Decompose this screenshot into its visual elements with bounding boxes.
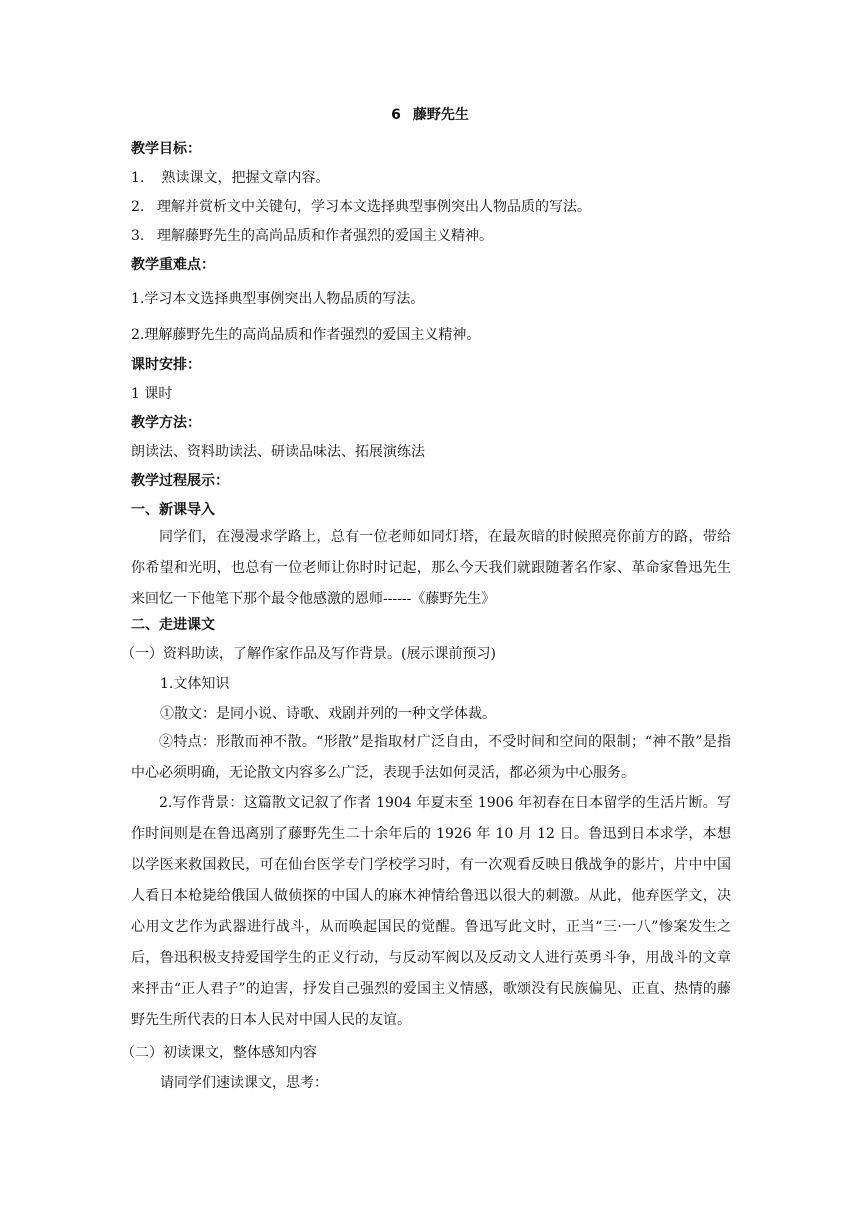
key-points-heading: 教学重难点： (131, 257, 215, 273)
section-2-heading: 二、走进课文 (131, 617, 215, 633)
subsection-1-heading: （一）资料助读，了解作家作品及写作背景。(展示课前预习) (121, 646, 496, 662)
methods-heading: 教学方法： (131, 415, 201, 431)
genre-features: ②特点：形散而神不散。“形散”是指取材广泛自由，不受时间和空间的限制；“神不散”是指中心必须明确，无论散文内容多么广泛，表现手法如何灵活，都必须为中心服务。 (131, 734, 731, 781)
genre-label: 1.文体知识 (160, 676, 230, 692)
key-point-2: 2.理解藤野先生的高尚品质和作者强烈的爱国主义精神。 (131, 327, 481, 343)
lesson-title: 藤野先生 (412, 107, 469, 123)
intro-paragraph: 同学们，在漫漫求学路上，总有一位老师如同灯塔，在最灰暗的时候照亮你前方的路，带给你希望和光明，也总有一位老师让你时时记起，那么今天我们就跟随著名作家、革命家鲁迅先生来回忆一下他笔下那个最令他感激的恩师------《藤野先生》 (131, 529, 731, 607)
document-title (0, 104, 860, 126)
goal-item-text: 熟读课文，把握文章内容。 (157, 170, 330, 186)
methods-value: 朗读法、资料助读法、研读品味法、拓展演练法 (131, 444, 425, 460)
goals-heading: 教学目标： (131, 141, 201, 157)
goal-item-number: 2. (131, 199, 145, 215)
background-paragraph: 2.写作背景：这篇散文记叙了作者 1904 年夏末至 1906 年初春在日本留学的生活片断。写作时间则是在鲁迅离别了藤野先生二十余年后的 1926 年 10 月 12 日。鲁迅到日本求学，本想以学医来救国救民，可在仙台医学专门学校学习时，有一次观看反映日俄战争的影片，片中中国人看日本枪毙给俄国人做侦探的中国人的麻木神情给鲁迅以很大的刺激。从此，他弃医学文，决心用文艺作为武器进行战斗，从而唤起国民的觉醒。鲁迅写此文时，正当“三·一八”惨案发生之后，鲁迅积极支持爱国学生的正义行动，与反动军阀以及反动文人进行英勇斗争，用战斗的文章来抨击“正人君子”的迫害，抒发自己强烈的爱国主义情感，歌颂没有民族偏见、正直、热情的藤野先生所代表的日本人民对中国人民的友谊。 (131, 795, 731, 1028)
goal-item-2 (131, 196, 591, 218)
goal-item-text: 理解并赏析文中关键句，学习本文选择典型事例突出人物品质的写法。 (157, 199, 591, 215)
goal-item-text: 理解藤野先生的高尚品质和作者强烈的爱国主义精神。 (157, 228, 493, 244)
goal-item-number: 3. (131, 228, 145, 244)
genre-definition: ①散文：是同小说、诗歌、戏剧并列的一种文学体裁。 (160, 706, 496, 722)
process-heading: 教学过程展示： (131, 473, 229, 489)
subsection-2-prompt: 请同学们速读课文，思考： (160, 1075, 328, 1091)
schedule-heading: 课时安排： (131, 357, 201, 373)
lesson-number: 6 (391, 107, 401, 123)
key-point-1: 1.学习本文选择典型事例突出人物品质的写法。 (131, 291, 425, 307)
section-1-heading: 一、新课导入 (131, 502, 215, 518)
goal-item-number: 1. (131, 170, 145, 186)
goal-item-1 (131, 167, 329, 189)
goal-item-3 (131, 225, 493, 247)
subsection-2-heading: （二）初读课文，整体感知内容 (121, 1045, 317, 1061)
schedule-value: 1 课时 (131, 386, 173, 402)
